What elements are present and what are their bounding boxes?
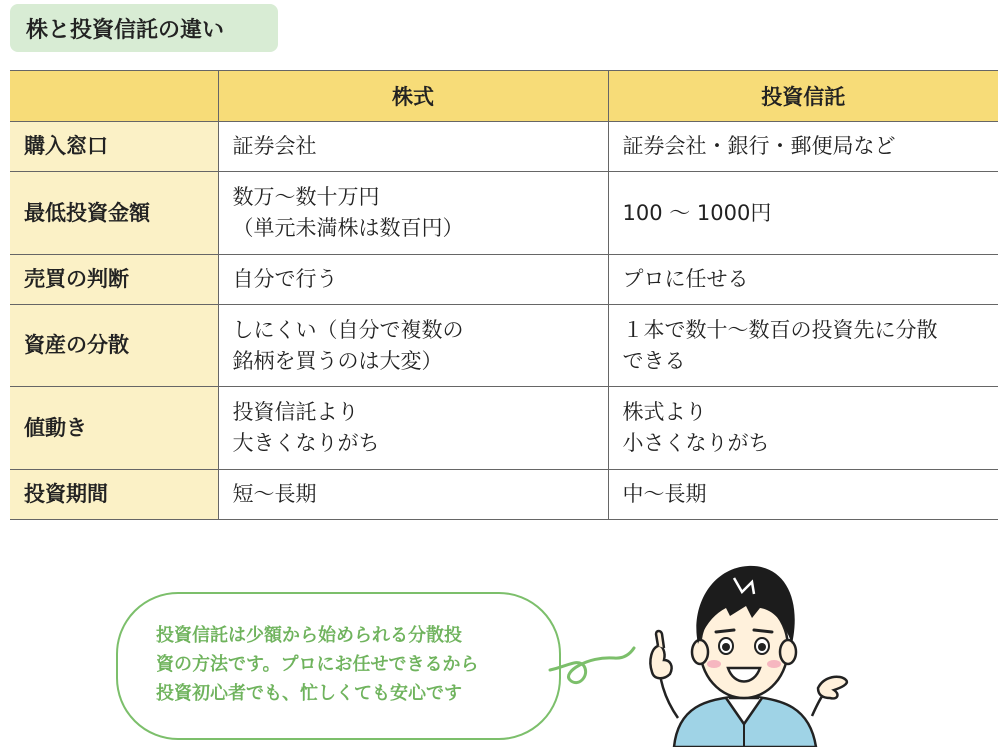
cell-text: できる — [622, 348, 686, 373]
fund-cell — [608, 122, 998, 172]
stock-cell — [218, 470, 608, 520]
cell-text: 証券会社 — [232, 134, 317, 158]
cell-text: 銘柄を買うのは大変） — [232, 348, 443, 373]
stock-cell — [218, 387, 608, 470]
comparison-table — [10, 70, 998, 520]
cell-text: プロに任せる — [622, 267, 749, 291]
cell-text: 株式より — [622, 400, 707, 424]
stock-cell — [218, 172, 608, 255]
fund-cell — [608, 387, 998, 470]
stock-cell — [218, 122, 608, 172]
character-illustration-icon — [634, 548, 854, 747]
bubble-line: 投資信託は少額から始められる分散投 — [156, 625, 462, 646]
table-row — [10, 122, 998, 172]
row-label: 売買の判断 — [10, 255, 218, 305]
page-title: 株と投資信託の違い — [10, 4, 278, 52]
row-label: 購入窓口 — [10, 122, 218, 172]
bubble-line: 資の方法です。プロにお任せできるから — [156, 654, 479, 675]
cell-text: 自分で行う — [232, 267, 338, 291]
row-label: 最低投資金額 — [10, 172, 218, 255]
fund-cell — [608, 470, 998, 520]
stock-cell — [218, 255, 608, 305]
table-row — [10, 470, 998, 520]
bubble-line: 投資初心者でも、忙しくても安心です — [156, 683, 462, 704]
header-fund: 投資信託 — [608, 71, 998, 122]
cell-text: 証券会社・銀行・郵便局など — [622, 134, 896, 158]
cell-text: （単元未満株は数百円） — [232, 216, 464, 240]
row-label: 値動き — [10, 387, 218, 470]
table-row — [10, 305, 998, 387]
cell-text: 投資信託より — [232, 400, 359, 424]
table-row — [10, 387, 998, 470]
fund-cell — [608, 305, 998, 387]
fund-cell — [608, 172, 998, 255]
table-row — [10, 172, 998, 255]
speech-bubble-text — [156, 621, 546, 708]
cell-text: 数万〜数十万円 — [232, 185, 380, 209]
row-label: 資産の分散 — [10, 305, 218, 387]
table-row — [10, 255, 998, 305]
cell-text: 大きくなりがち — [232, 431, 380, 455]
cell-text: １本で数十〜数百の投資先に分散 — [622, 317, 938, 342]
cell-text: しにくい（自分で複数の — [232, 317, 464, 342]
cell-text: 短〜長期 — [232, 482, 317, 506]
header-stock: 株式 — [218, 71, 608, 122]
header-empty — [10, 71, 218, 122]
stock-cell — [218, 305, 608, 387]
cell-text: 小さくなりがち — [622, 431, 770, 455]
cell-text: 中〜長期 — [622, 482, 707, 506]
table-header-row — [10, 71, 998, 122]
fund-cell — [608, 255, 998, 305]
speech-bubble-tail-icon — [548, 636, 638, 696]
cell-text: 100 〜 1000円 — [622, 200, 772, 225]
row-label: 投資期間 — [10, 470, 218, 520]
